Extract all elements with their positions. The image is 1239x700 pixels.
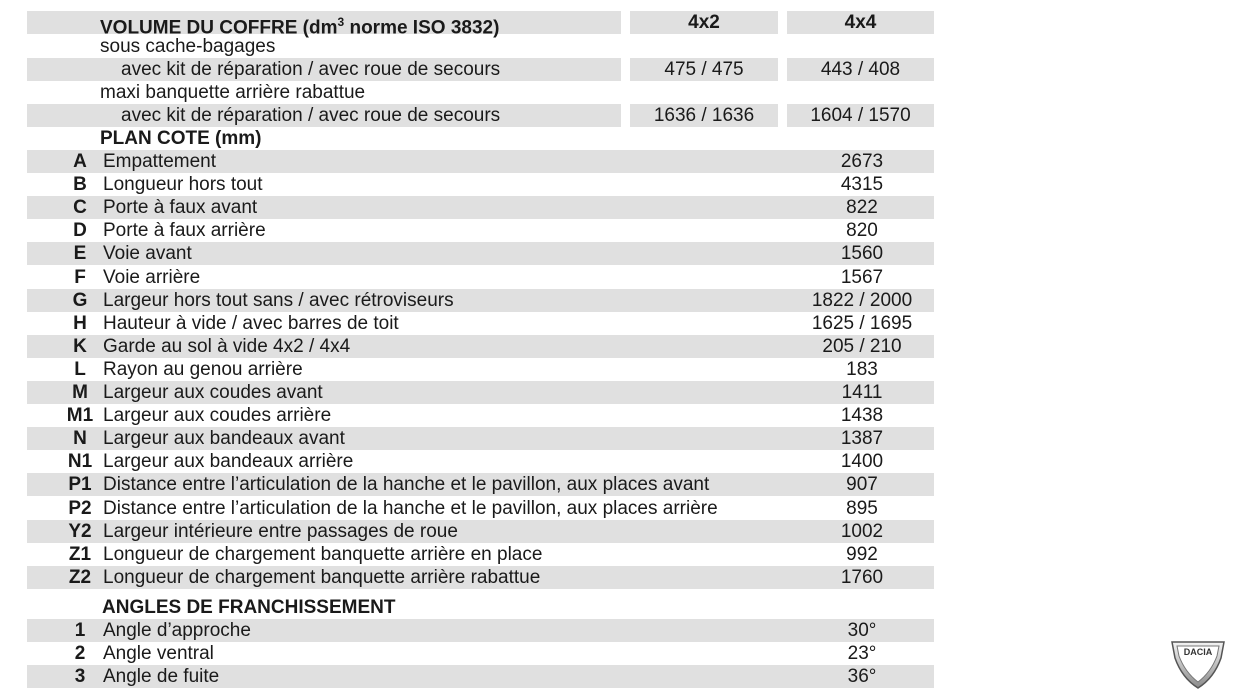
plan-row bbox=[27, 219, 934, 242]
angle-row bbox=[27, 642, 934, 665]
row-value: 992 bbox=[846, 543, 878, 565]
row-value: 1822 / 2000 bbox=[811, 289, 913, 311]
row-label: Angle d’approche bbox=[103, 620, 251, 641]
row-code: D bbox=[73, 220, 87, 242]
plan-row bbox=[27, 335, 934, 358]
volume-label: sous cache-bagages bbox=[100, 36, 276, 57]
row-code: L bbox=[74, 358, 86, 380]
plan-row bbox=[27, 150, 934, 173]
volume-row bbox=[27, 35, 934, 58]
row-value: 1567 bbox=[840, 266, 884, 288]
row-code: A bbox=[73, 151, 87, 172]
row-code: P1 bbox=[68, 474, 92, 496]
row-value: 2673 bbox=[840, 151, 884, 172]
volume-header-row bbox=[27, 11, 934, 39]
row-label: Angle ventral bbox=[103, 643, 214, 665]
row-label: Voie arrière bbox=[103, 266, 201, 288]
angle-row bbox=[27, 619, 934, 642]
row-label: Porte à faux arrière bbox=[103, 220, 266, 242]
row-code: H bbox=[73, 312, 87, 334]
row-label: Longueur de chargement banquette arrière rabattue bbox=[103, 566, 541, 588]
row-code: Z1 bbox=[68, 543, 92, 565]
row-value: 205 / 210 bbox=[822, 335, 902, 357]
row-value: 895 bbox=[846, 497, 878, 519]
plan-row bbox=[27, 473, 934, 496]
row-label: Largeur aux coudes avant bbox=[103, 382, 323, 403]
row-code: P2 bbox=[68, 497, 92, 519]
row-value: 907 bbox=[846, 474, 878, 496]
plan-row bbox=[27, 566, 934, 589]
row-code: F bbox=[74, 266, 86, 288]
row-value: 183 bbox=[846, 358, 878, 380]
dacia-logo-icon bbox=[1169, 640, 1227, 690]
row-label: Largeur hors tout sans / avec rétroviseurs bbox=[103, 289, 454, 311]
row-code: E bbox=[73, 243, 87, 265]
row-value: 1002 bbox=[840, 520, 884, 542]
row-label: Largeur aux bandeaux avant bbox=[103, 428, 345, 450]
row-label: Longueur de chargement banquette arrière en place bbox=[103, 543, 543, 565]
plan-row bbox=[27, 173, 934, 196]
plan-row bbox=[27, 520, 934, 543]
row-code: M bbox=[72, 382, 88, 403]
row-code: 1 bbox=[74, 620, 86, 641]
plan-row bbox=[27, 312, 934, 335]
angles-header-row bbox=[27, 596, 934, 619]
volume-label: maxi banquette arrière rabattue bbox=[100, 82, 366, 103]
row-code: 2 bbox=[74, 643, 86, 665]
volume-label: avec kit de réparation / avec roue de secours bbox=[121, 59, 501, 80]
row-code: 3 bbox=[74, 666, 86, 688]
volume-title: VOLUME DU COFFRE ($dm^3$ norme ISO 3832) bbox=[100, 15, 500, 39]
row-code: G bbox=[72, 289, 88, 311]
row-value: 1560 bbox=[840, 243, 884, 265]
plan-row bbox=[27, 242, 934, 265]
row-label: Voie avant bbox=[103, 243, 192, 265]
row-value: 30° bbox=[847, 620, 877, 641]
row-label: Distance entre l’articulation de la hanche et le pavillon, aux places arrière bbox=[103, 497, 718, 519]
row-code: N bbox=[73, 428, 87, 450]
plan-row bbox=[27, 381, 934, 404]
row-label: Distance entre l’articulation de la hanche et le pavillon, aux places avant bbox=[103, 474, 710, 496]
row-value: 1438 bbox=[840, 405, 884, 427]
volume-value-4x4: 1604 / 1570 bbox=[810, 105, 911, 126]
row-label: Rayon au genou arrière bbox=[103, 358, 303, 380]
row-code: K bbox=[73, 335, 87, 357]
row-value: 822 bbox=[846, 197, 878, 219]
row-label: Longueur hors tout bbox=[103, 174, 263, 196]
row-label: Porte à faux avant bbox=[103, 197, 258, 219]
row-value: 1625 / 1695 bbox=[811, 312, 913, 334]
plan-row bbox=[27, 196, 934, 219]
row-value: 1411 bbox=[841, 382, 883, 403]
plan-header-row bbox=[27, 127, 934, 150]
plan-row bbox=[27, 450, 934, 473]
volume-value-4x2: 475 / 475 bbox=[664, 59, 744, 80]
row-label: Hauteur à vide / avec barres de toit bbox=[103, 312, 399, 334]
row-value: 36° bbox=[847, 666, 877, 688]
row-code: Y2 bbox=[68, 520, 92, 542]
svg-text:DACIA: DACIA bbox=[1183, 647, 1213, 657]
plan-row bbox=[27, 427, 934, 450]
row-code: C bbox=[73, 197, 87, 219]
row-label: Empattement bbox=[103, 151, 216, 172]
row-label: Largeur aux bandeaux arrière bbox=[103, 451, 354, 473]
plan-row bbox=[27, 266, 934, 289]
row-value: 23° bbox=[847, 643, 877, 665]
col-header-4x2: 4x2 bbox=[688, 12, 720, 33]
plan-row bbox=[27, 358, 934, 381]
col-header-4x4: 4x4 bbox=[844, 12, 877, 33]
plan-row bbox=[27, 289, 934, 312]
row-label: Garde au sol à vide 4x2 / 4x4 bbox=[103, 335, 351, 357]
plan-row bbox=[27, 404, 934, 427]
volume-value-4x2: 1636 / 1636 bbox=[653, 105, 755, 126]
angle-row bbox=[27, 665, 934, 688]
row-value: 4315 bbox=[840, 174, 884, 196]
volume-value-4x4: 443 / 408 bbox=[820, 59, 901, 80]
row-label: Largeur intérieure entre passages de roue bbox=[103, 520, 458, 542]
row-code: M1 bbox=[66, 405, 94, 427]
plan-title: PLAN COTE (mm) bbox=[100, 128, 262, 149]
plan-row bbox=[27, 497, 934, 520]
row-value: 1400 bbox=[840, 451, 884, 473]
row-value: 820 bbox=[846, 220, 878, 242]
row-label: Largeur aux coudes arrière bbox=[103, 405, 332, 427]
angles-title: ANGLES DE FRANCHISSEMENT bbox=[102, 597, 396, 618]
volume-row bbox=[27, 58, 934, 81]
row-code: B bbox=[73, 174, 87, 196]
row-label: Angle de fuite bbox=[103, 666, 220, 688]
volume-row bbox=[27, 81, 934, 104]
plan-row bbox=[27, 543, 934, 566]
row-value: 1387 bbox=[840, 428, 884, 450]
volume-label: avec kit de réparation / avec roue de secours bbox=[121, 105, 501, 126]
volume-row bbox=[27, 104, 934, 127]
row-code: Z2 bbox=[68, 566, 92, 588]
row-value: 1760 bbox=[840, 566, 884, 588]
row-code: N1 bbox=[67, 451, 93, 473]
